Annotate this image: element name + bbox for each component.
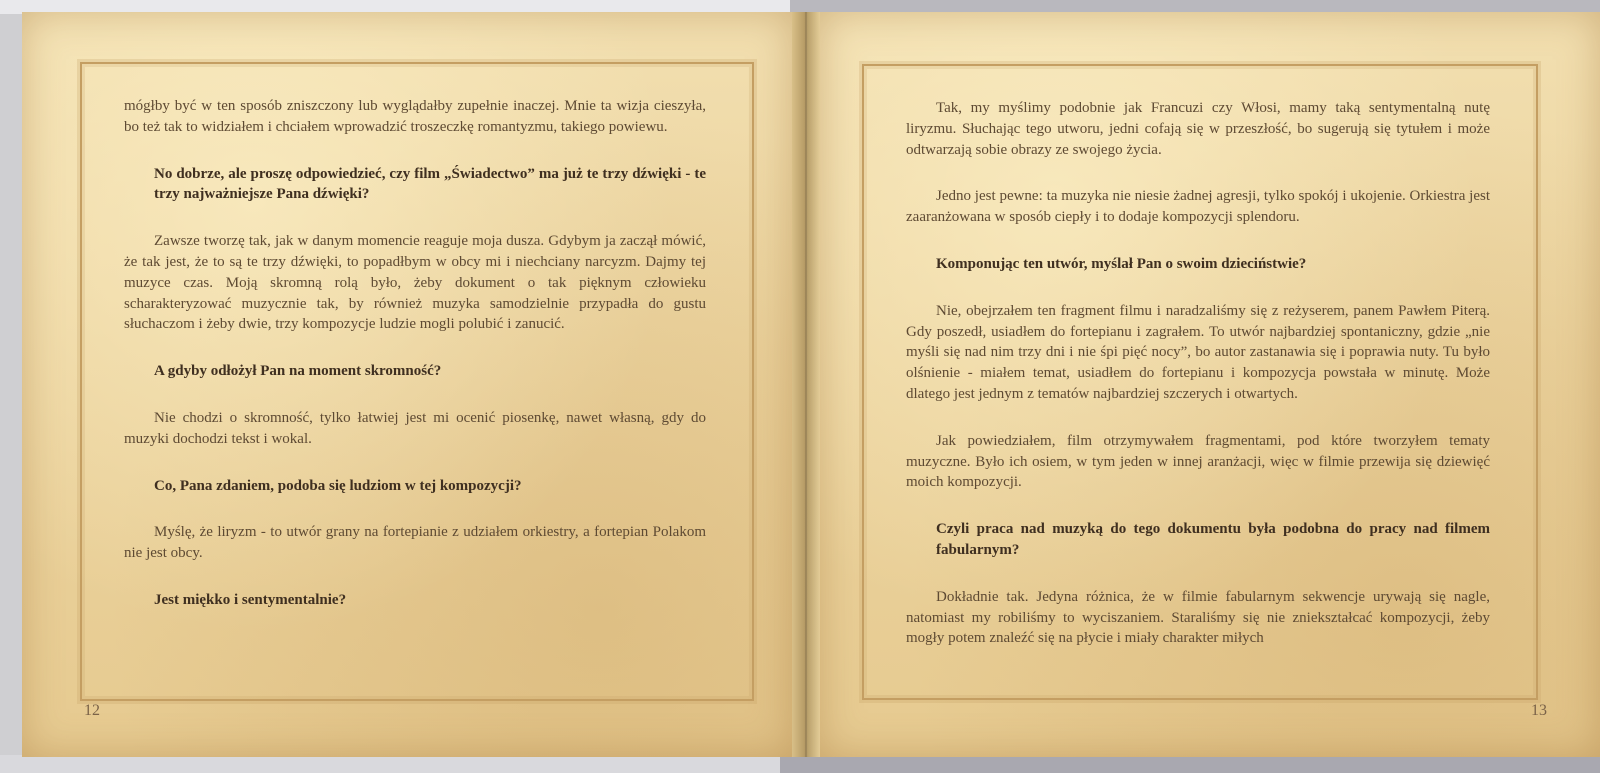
- page-number: 12: [84, 702, 100, 719]
- page-number: 13: [1531, 702, 1547, 719]
- left-page: [22, 12, 792, 757]
- right-page-text: [906, 98, 1490, 675]
- interview-question: Czyli praca nad muzyką do tego dokumentu była podobna do pracy nad filmem fabularnym?: [936, 521, 1490, 558]
- paragraph: Nie chodzi o skromność, tylko łatwiej jest mi ocenić piosenkę, nawet własną, gdy do muzyki dochodzi tekst i wokal.: [124, 409, 706, 447]
- interview-question: A gdyby odłożył Pan na moment skromność?: [154, 363, 442, 380]
- paragraph: Dokładnie tak. Jedyna różnica, że w filmie fabularnym sekwencje urywają się nagle, natomiast my robiliśmy to wyciszaniem. Staraliśmy się nie zniekształcać kompozycji, żeby mogły potem znaleźć się na płycie i miały charakter miłych: [906, 588, 1490, 647]
- left-page-text: [124, 96, 706, 637]
- interview-question: Komponując ten utwór, myślał Pan o swoim dzieciństwie?: [936, 255, 1307, 272]
- paragraph: Myślę, że liryzm - to utwór grany na fortepianie z udziałem orkiestry, a fortepian Polakom nie jest obcy.: [124, 524, 706, 562]
- paragraph: Tak, my myślimy podobnie jak Francuzi czy Włosi, mamy taką sentymentalną nutę liryzmu. Słuchając tego utworu, jedni cofają się w przeszłość, bo sugerują się tytułem i może odtwarzają sobie obrazy ze swojego życia.: [906, 100, 1490, 158]
- interview-question: Jest miękko i sentymentalnie?: [154, 591, 347, 608]
- paragraph: Jedno jest pewne: ta muzyka nie niesie żadnej agresji, tylko spokój i ukojenie. Orkiestra jest zaaranżowana w sposób ciepły i to dodaje kompozycji splendoru.: [906, 188, 1490, 226]
- paragraph: Jak powiedziałem, film otrzymywałem fragmentami, pod które tworzyłem tematy muzyczne. Było ich osiem, w tym jeden w innej aranżacji, więc w filmie przewija się dziewięć moich kompozycji.: [906, 432, 1490, 491]
- scan-background-bottom: [0, 755, 1600, 773]
- paragraph: Zawsze tworzę tak, jak w danym momencie reaguje moja dusza. Gdybym ja zaczął mówić, że tak jest, że to są te trzy dźwięki, to popadłbym w obcy mi i niechciany narcyzm. Dajmy tej muzyce czas. Moją skromną rolą było, żeby dokument o tak pięknym człowieku scharakteryzować muzycznie tak, by również muzyka samodzielnie przypadła do gustu słuchaczom i żeby dwie, trzy kompozycje ludzie mogli polubić i zanucić.: [124, 233, 706, 333]
- book-gutter: [792, 12, 820, 757]
- paragraph: mógłby być w ten sposób zniszczony lub wyglądałby zupełnie inaczej. Mnie ta wizja cieszyła, bo też tak to widziałem i chciałem wprowadzić troszeczkę romantyzmu, takiego powiewu.: [124, 98, 706, 135]
- interview-question: No dobrze, ale proszę odpowiedzieć, czy film „Świadectwo” ma już te trzy dźwięki - te trzy najważniejsze Pana dźwięki?: [154, 165, 706, 203]
- paragraph: Nie, obejrzałem ten fragment filmu i naradzaliśmy się z reżyserem, panem Pawłem Piterą. Gdy poszedł, usiadłem do fortepianu i zagrałem. To utwór najbardziej spontaniczny, gdzie „nie myśli się nad nim trzy dni i nie śpi pięć nocy”, bo autor zastanawia się i poprawia nuty. Tu było olśnienie - miałem temat, usiadłem do fortepianu i kompozycja powstała w minutę. Może dlatego jest jednym z tematów najbardziej szczerych i otwartych.: [906, 302, 1490, 402]
- interview-question: Co, Pana zdaniem, podoba się ludziom w tej kompozycji?: [154, 477, 522, 494]
- right-page: [820, 12, 1600, 757]
